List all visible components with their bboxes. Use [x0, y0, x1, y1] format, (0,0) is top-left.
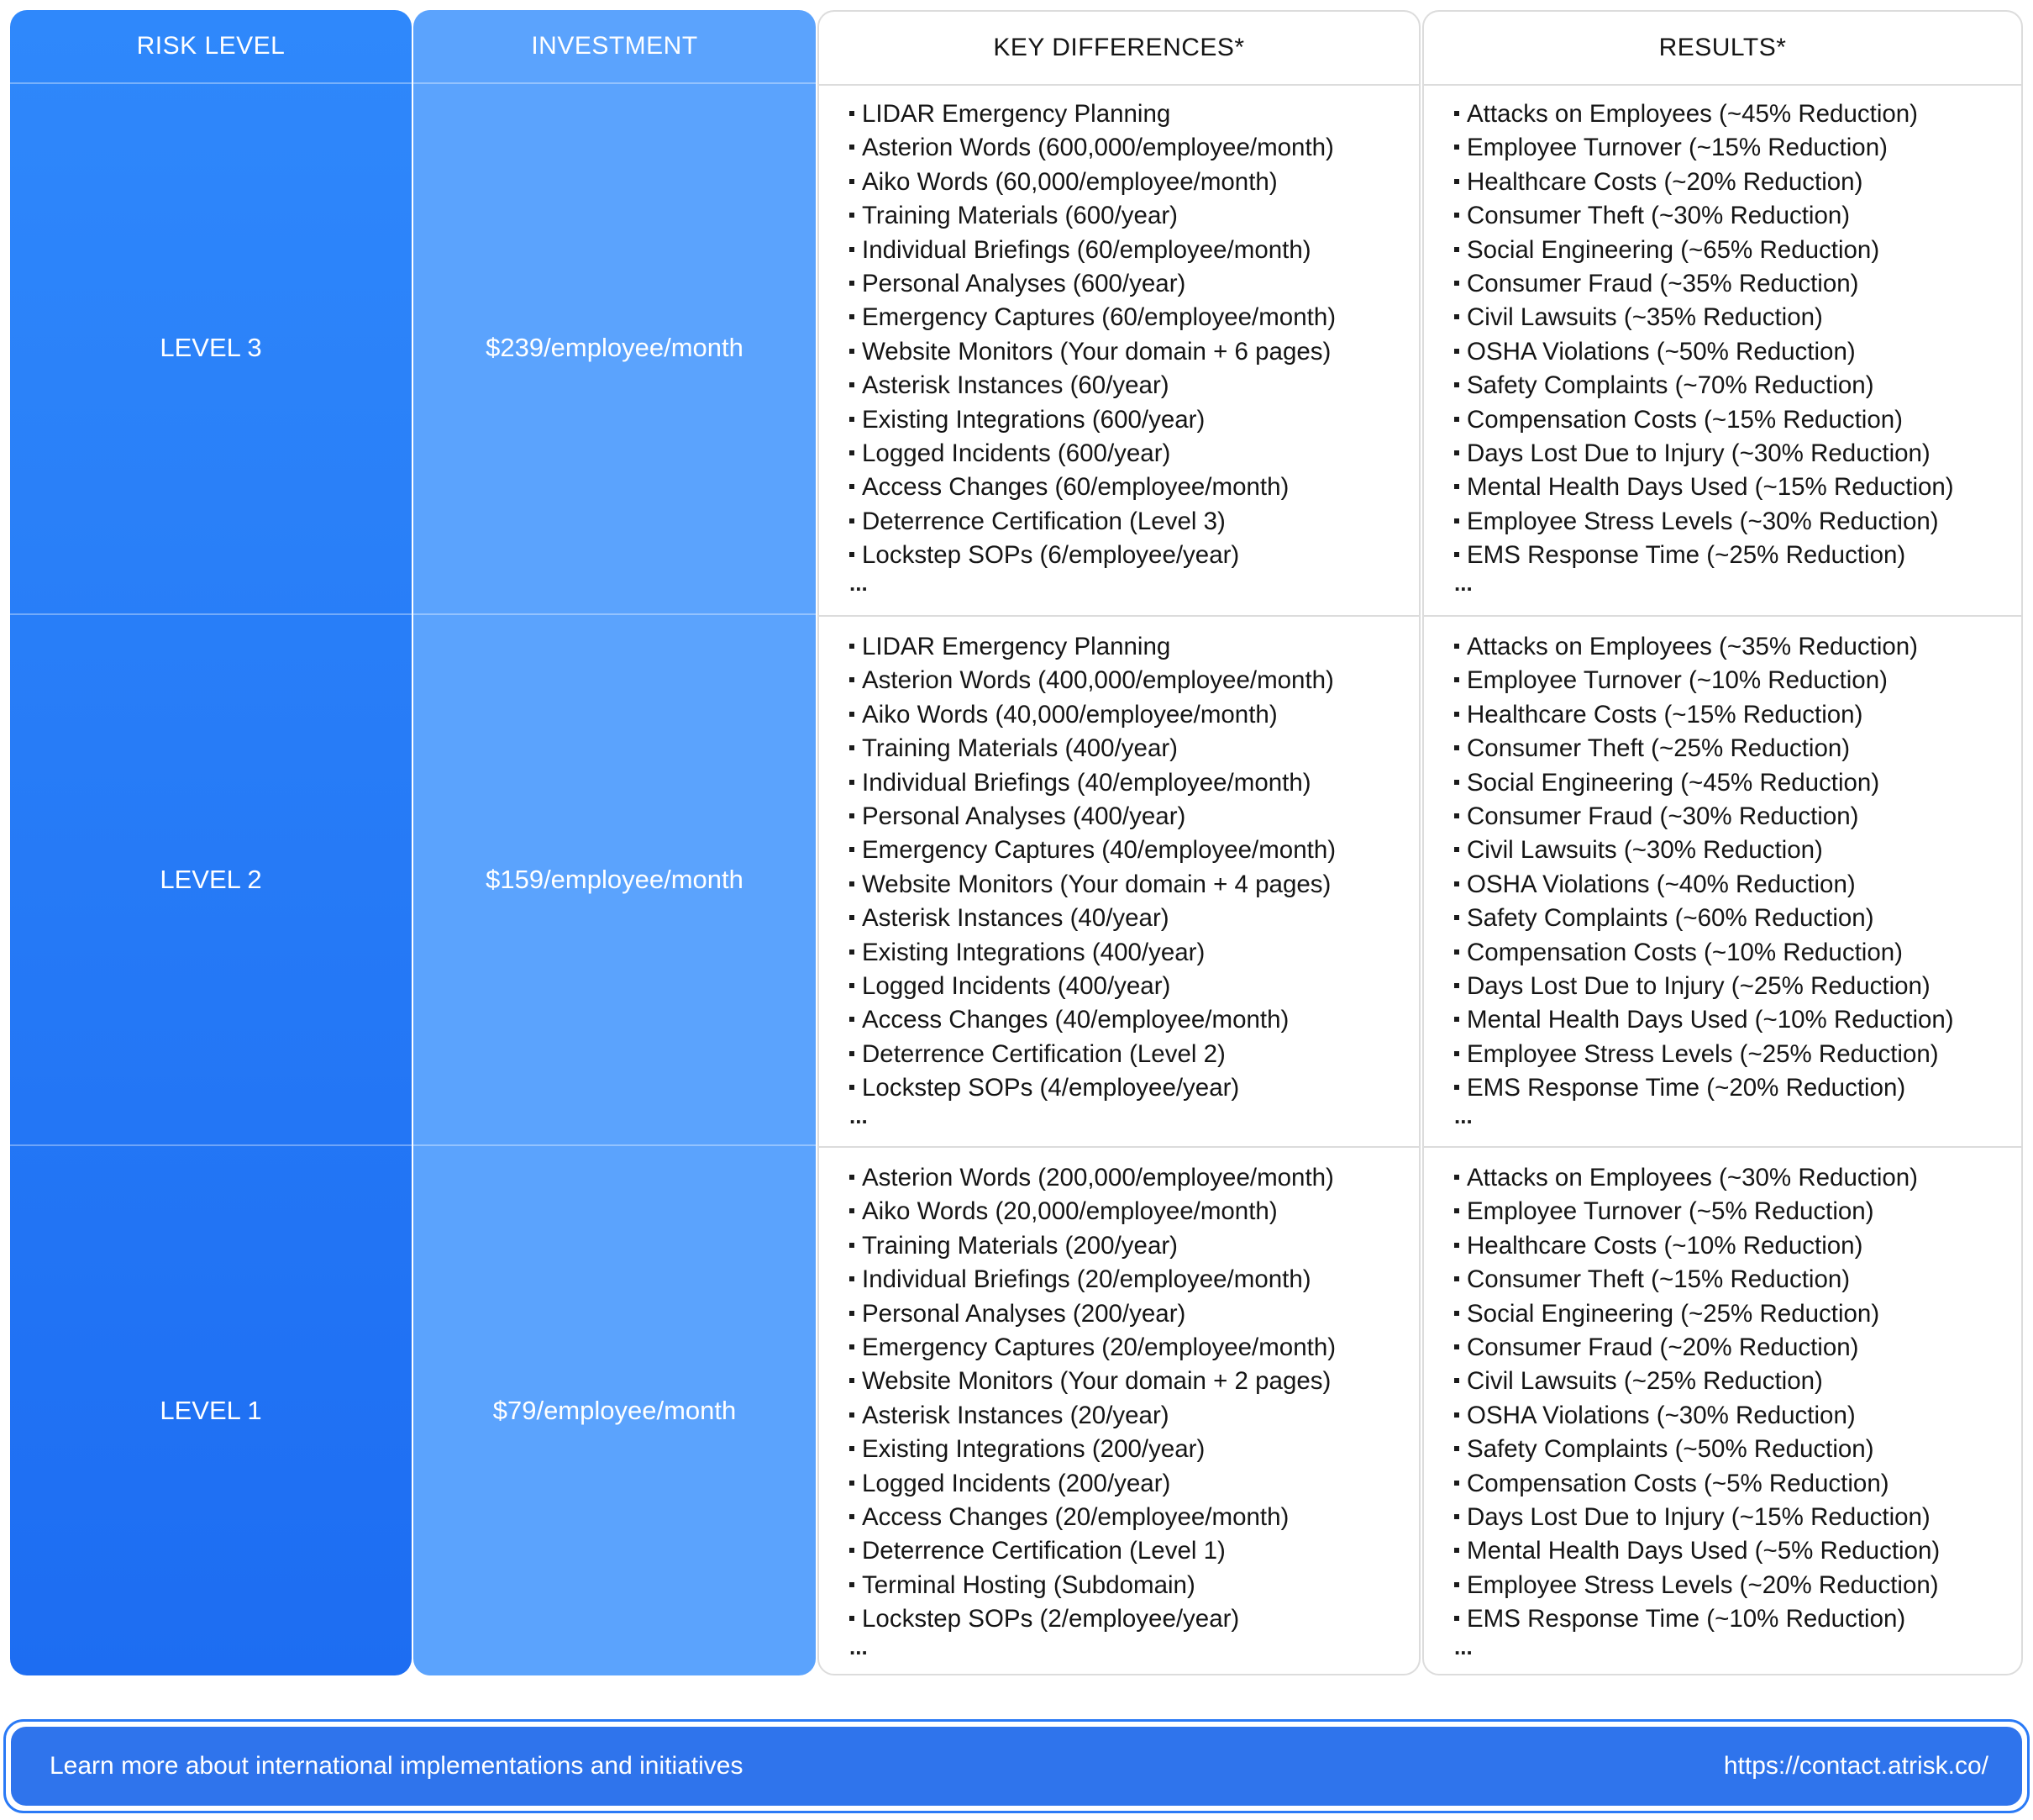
key-difference-item: Aiko Words (20,000/employee/month) [849, 1195, 1419, 1228]
key-differences-level-1 [819, 1146, 1419, 1675]
risk-level-column [10, 10, 412, 1675]
result-item: OSHA Violations (~40% Reduction) [1454, 868, 2021, 902]
risk-level-1-label: LEVEL 1 [10, 1144, 412, 1675]
result-item: Attacks on Employees (~30% Reduction) [1454, 1161, 2021, 1195]
key-difference-item: Asterisk Instances (20/year) [849, 1399, 1419, 1433]
result-item: Mental Health Days Used (~10% Reduction) [1454, 1003, 2021, 1037]
result-item: Civil Lawsuits (~35% Reduction) [1454, 301, 2021, 334]
result-item: Social Engineering (~45% Reduction) [1454, 766, 2021, 800]
result-item: Healthcare Costs (~15% Reduction) [1454, 698, 2021, 732]
results-ellipsis: ... [1454, 570, 1473, 596]
result-item: Days Lost Due to Injury (~25% Reduction) [1454, 970, 2021, 1003]
key-differences-header: KEY DIFFERENCES* [819, 12, 1419, 86]
result-item: Consumer Fraud (~30% Reduction) [1454, 800, 2021, 834]
result-item: Safety Complaints (~60% Reduction) [1454, 902, 2021, 935]
key-difference-item: Existing Integrations (200/year) [849, 1433, 1419, 1466]
result-list [1424, 84, 2021, 573]
result-item: Consumer Fraud (~20% Reduction) [1454, 1331, 2021, 1365]
key-difference-item: Emergency Captures (40/employee/month) [849, 834, 1419, 867]
result-item: Employee Turnover (~5% Reduction) [1454, 1195, 2021, 1228]
investment-column [413, 10, 816, 1675]
key-difference-item: Aiko Words (60,000/employee/month) [849, 166, 1419, 199]
key-differences-level-3 [819, 84, 1419, 615]
key-difference-item: Asterion Words (200,000/employee/month) [849, 1161, 1419, 1195]
results-level-2 [1424, 615, 2021, 1146]
key-difference-item: Lockstep SOPs (6/employee/year) [849, 539, 1419, 572]
key-difference-item: Lockstep SOPs (2/employee/year) [849, 1602, 1419, 1636]
key-difference-item: Individual Briefings (20/employee/month) [849, 1263, 1419, 1297]
international-cta-banner[interactable] [3, 1719, 2030, 1813]
key-difference-item: Logged Incidents (600/year) [849, 437, 1419, 471]
cta-url[interactable]: https://contact.atrisk.co/ [1723, 1752, 1988, 1780]
result-item: Healthcare Costs (~10% Reduction) [1454, 1229, 2021, 1263]
key-difference-item: Website Monitors (Your domain + 2 pages) [849, 1365, 1419, 1398]
result-item: Civil Lawsuits (~25% Reduction) [1454, 1365, 2021, 1398]
international-cta-link[interactable] [11, 1727, 2022, 1806]
result-item: EMS Response Time (~20% Reduction) [1454, 1071, 2021, 1105]
result-item: OSHA Violations (~30% Reduction) [1454, 1399, 2021, 1433]
results-ellipsis: ... [1454, 1102, 1473, 1128]
key-differences-ellipsis: ... [849, 1633, 868, 1660]
risk-level-header: RISK LEVEL [10, 10, 412, 84]
result-item: Compensation Costs (~15% Reduction) [1454, 403, 2021, 437]
pricing-comparison-table [10, 10, 2023, 1675]
result-item: EMS Response Time (~10% Reduction) [1454, 1602, 2021, 1636]
result-item: OSHA Violations (~50% Reduction) [1454, 335, 2021, 369]
investment-level-1-price: $79/employee/month [413, 1144, 816, 1675]
key-difference-item: Aiko Words (40,000/employee/month) [849, 698, 1419, 732]
key-difference-item: Emergency Captures (20/employee/month) [849, 1331, 1419, 1365]
result-item: Safety Complaints (~70% Reduction) [1454, 369, 2021, 402]
result-item: Consumer Fraud (~35% Reduction) [1454, 267, 2021, 301]
key-difference-item: Individual Briefings (60/employee/month) [849, 234, 1419, 267]
result-item: Employee Turnover (~15% Reduction) [1454, 131, 2021, 165]
investment-level-3-price: $239/employee/month [486, 333, 743, 362]
key-difference-item: Terminal Hosting (Subdomain) [849, 1569, 1419, 1602]
key-difference-item: Deterrence Certification (Level 3) [849, 505, 1419, 539]
key-difference-item: Asterion Words (600,000/employee/month) [849, 131, 1419, 165]
key-difference-item: Asterion Words (400,000/employee/month) [849, 664, 1419, 697]
result-list [1424, 1148, 2021, 1637]
key-difference-item: Existing Integrations (600/year) [849, 403, 1419, 437]
result-item: Consumer Theft (~15% Reduction) [1454, 1263, 2021, 1297]
key-difference-item: Asterisk Instances (60/year) [849, 369, 1419, 402]
result-item: Social Engineering (~65% Reduction) [1454, 234, 2021, 267]
key-difference-item: Personal Analyses (400/year) [849, 800, 1419, 834]
key-difference-list [819, 1148, 1419, 1637]
key-difference-item: Access Changes (40/employee/month) [849, 1003, 1419, 1037]
key-difference-item: Deterrence Certification (Level 1) [849, 1534, 1419, 1568]
results-header: RESULTS* [1424, 12, 2021, 86]
risk-level-3-label: LEVEL 3 [160, 333, 262, 362]
key-difference-item: Personal Analyses (200/year) [849, 1297, 1419, 1331]
result-item: Mental Health Days Used (~5% Reduction) [1454, 1534, 2021, 1568]
key-difference-item: Access Changes (60/employee/month) [849, 471, 1419, 504]
result-item: Employee Stress Levels (~30% Reduction) [1454, 505, 2021, 539]
key-difference-item: Existing Integrations (400/year) [849, 936, 1419, 970]
result-item: Consumer Theft (~25% Reduction) [1454, 732, 2021, 765]
key-difference-list [819, 617, 1419, 1106]
result-item: Mental Health Days Used (~15% Reduction) [1454, 471, 2021, 504]
key-difference-item: Lockstep SOPs (4/employee/year) [849, 1071, 1419, 1105]
result-item: Compensation Costs (~5% Reduction) [1454, 1467, 2021, 1501]
key-difference-item: Training Materials (600/year) [849, 199, 1419, 233]
key-difference-item: Training Materials (200/year) [849, 1229, 1419, 1263]
key-differences-column [817, 10, 1421, 1675]
key-difference-item: Logged Incidents (400/year) [849, 970, 1419, 1003]
result-item: Attacks on Employees (~45% Reduction) [1454, 97, 2021, 131]
result-item: Compensation Costs (~10% Reduction) [1454, 936, 2021, 970]
key-difference-item: Access Changes (20/employee/month) [849, 1501, 1419, 1534]
key-difference-item: Training Materials (400/year) [849, 732, 1419, 765]
investment-level-2-price: $159/employee/month [413, 613, 816, 1144]
investment-header: INVESTMENT [413, 10, 816, 84]
key-difference-item: Website Monitors (Your domain + 4 pages) [849, 868, 1419, 902]
key-differences-level-2 [819, 615, 1419, 1146]
key-difference-item: Deterrence Certification (Level 2) [849, 1038, 1419, 1071]
result-item: Safety Complaints (~50% Reduction) [1454, 1433, 2021, 1466]
result-item: Social Engineering (~25% Reduction) [1454, 1297, 2021, 1331]
key-differences-ellipsis: ... [849, 1102, 868, 1128]
result-item: Attacks on Employees (~35% Reduction) [1454, 630, 2021, 664]
key-differences-ellipsis: ... [849, 570, 868, 596]
result-item: Employee Turnover (~10% Reduction) [1454, 664, 2021, 697]
key-difference-item: Emergency Captures (60/employee/month) [849, 301, 1419, 334]
key-difference-item: Website Monitors (Your domain + 6 pages) [849, 335, 1419, 369]
result-item: Consumer Theft (~30% Reduction) [1454, 199, 2021, 233]
result-item: Healthcare Costs (~20% Reduction) [1454, 166, 2021, 199]
risk-level-2-label: LEVEL 2 [10, 613, 412, 1144]
result-item: Days Lost Due to Injury (~30% Reduction) [1454, 437, 2021, 471]
result-item: Employee Stress Levels (~20% Reduction) [1454, 1569, 2021, 1602]
cta-text[interactable]: Learn more about international implementations and initiatives [50, 1752, 743, 1780]
key-difference-item: Asterisk Instances (40/year) [849, 902, 1419, 935]
result-item: EMS Response Time (~25% Reduction) [1454, 539, 2021, 572]
key-difference-item: Personal Analyses (600/year) [849, 267, 1419, 301]
result-item: Days Lost Due to Injury (~15% Reduction) [1454, 1501, 2021, 1534]
key-difference-item: Individual Briefings (40/employee/month) [849, 766, 1419, 800]
results-level-3 [1424, 84, 2021, 615]
key-difference-item: Logged Incidents (200/year) [849, 1467, 1419, 1501]
result-item: Employee Stress Levels (~25% Reduction) [1454, 1038, 2021, 1071]
results-column [1422, 10, 2023, 1675]
key-difference-item: LIDAR Emergency Planning [849, 97, 1419, 131]
results-ellipsis: ... [1454, 1633, 1473, 1660]
key-difference-item: LIDAR Emergency Planning [849, 630, 1419, 664]
result-list [1424, 617, 2021, 1106]
results-level-1 [1424, 1146, 2021, 1675]
key-difference-list [819, 84, 1419, 573]
result-item: Civil Lawsuits (~30% Reduction) [1454, 834, 2021, 867]
